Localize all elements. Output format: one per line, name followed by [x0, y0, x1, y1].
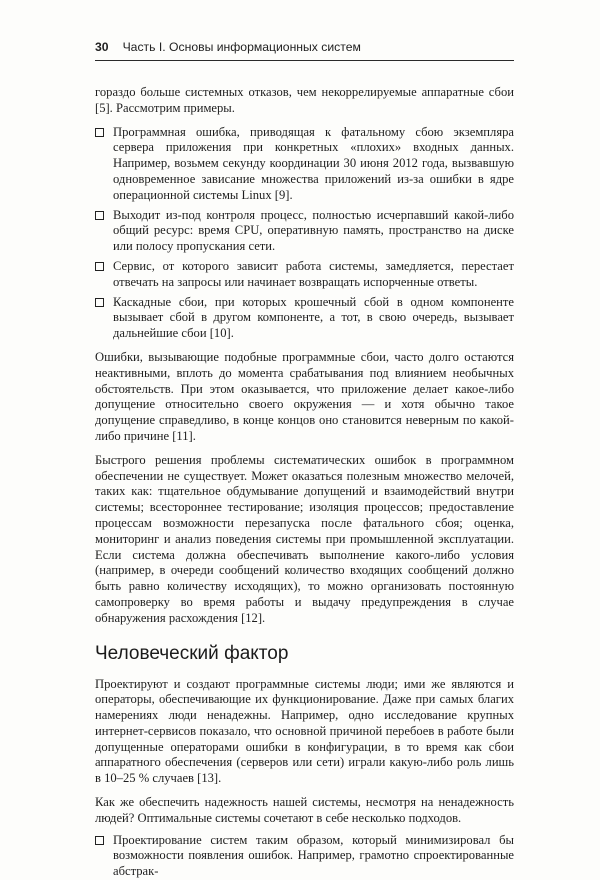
list-item-text: Каскадные сбои, при которых крошечный сбой в одном компоненте вызывает сбой в другом компоненте, а тот, в свою очередь, вызывает дальнейшие сбои [10].	[113, 294, 514, 341]
list-item	[95, 259, 514, 291]
section-heading: Человеческий фактор	[95, 642, 289, 664]
body-paragraph: Ошибки, вызывающие подобные программные сбои, часто долго остаются неактивными, вплоть до момента срабатывания под влиянием необычных обстоятельств. При этом оказывается, что приложение делает какое-либо допущение относительно своего окружения — и хотя обычно такое допущение справедливо, в конце концов оно становится неверным по какой-либо причине [11].	[95, 349, 514, 443]
header-rule	[95, 60, 514, 61]
list-item-text: Сервис, от которого зависит работа системы, замедляется, перестает отвечать на запросы или начинает возвращать испорченные ответы.	[113, 258, 514, 289]
body-paragraph: Как же обеспечить надежность нашей системы, несмотря на ненадежность людей? Оптимальные системы сочетают в себе несколько подходов.	[95, 795, 514, 825]
list-item	[95, 832, 514, 879]
bullet-box-icon	[95, 128, 104, 137]
human-factor-list	[95, 832, 514, 879]
list-item	[95, 295, 514, 342]
list-item-text: Выходит из-под контроля процесс, полностью исчерпавший какой-либо общий ресурс: время CPU, оперативную память, пространство на диске или полосу пропускания сети.	[113, 207, 514, 254]
intro-paragraph: гораздо больше системных отказов, чем некоррелируемые аппаратные сбои [5]. Рассмотрим примеры.	[95, 85, 514, 115]
body-paragraph: Проектируют и создают программные системы люди; ими же являются и операторы, обеспечивающие их функционирование. Даже при самых благих намерениях люди ненадежны. Например, одно исследование крупных интернет-сервисов показало, что основной причиной перебоев в работе были допущенные операторами ошибки в конфигурации, в то время как сбои аппаратного обеспечения (серверов или сети) играли какую-либо роль лишь в 10–25 % случаев [13].	[95, 676, 514, 786]
page-body	[95, 85, 514, 879]
list-item-text: Проектирование систем таким образом, который минимизировал бы возможности появления ошибок. Например, грамотно спроектированные абстрак-	[113, 832, 514, 879]
page-number: 30	[95, 40, 109, 54]
bullet-box-icon	[95, 836, 104, 845]
bullet-box-icon	[95, 262, 104, 271]
bullet-box-icon	[95, 211, 104, 220]
bullet-box-icon	[95, 298, 104, 307]
list-item-text: Программная ошибка, приводящая к фатальному сбою экземпляра сервера приложения при конкретных «плохих» входных данных. Например, возьмем секунду координации 30 июня 2012 года, вызвавшую одновременное зависание множества приложений из-за ошибки в ядре операционной системы Linux [9].	[113, 124, 514, 202]
running-head	[95, 40, 361, 54]
body-paragraph: Быстрого решения проблемы систематических ошибок в программном обеспечении не существует. Может оказаться полезным множество мелочей, таких как: тщательное обдумывание допущений и взаимодействий внутри системы; всестороннее тестирование; изоляция процессов; предоставление процессам возможности перезапуска после фатального сбоя; оценка, мониторинг и анализ поведения системы при промышленной эксплуатации. Если система должна обеспечивать выполнение какого-либо условия (например, в очереди сообщений количество входящих сообщений должно быть равно количеству исходящих), то можно организовать постоянную самопроверку во время работы и выдачу предупреждения в случае обнаружения расхождения [12].	[95, 452, 514, 625]
running-title: Часть I. Основы информационных систем	[122, 40, 361, 54]
failure-examples-list	[95, 125, 514, 342]
list-item	[95, 125, 514, 204]
list-item	[95, 208, 514, 255]
